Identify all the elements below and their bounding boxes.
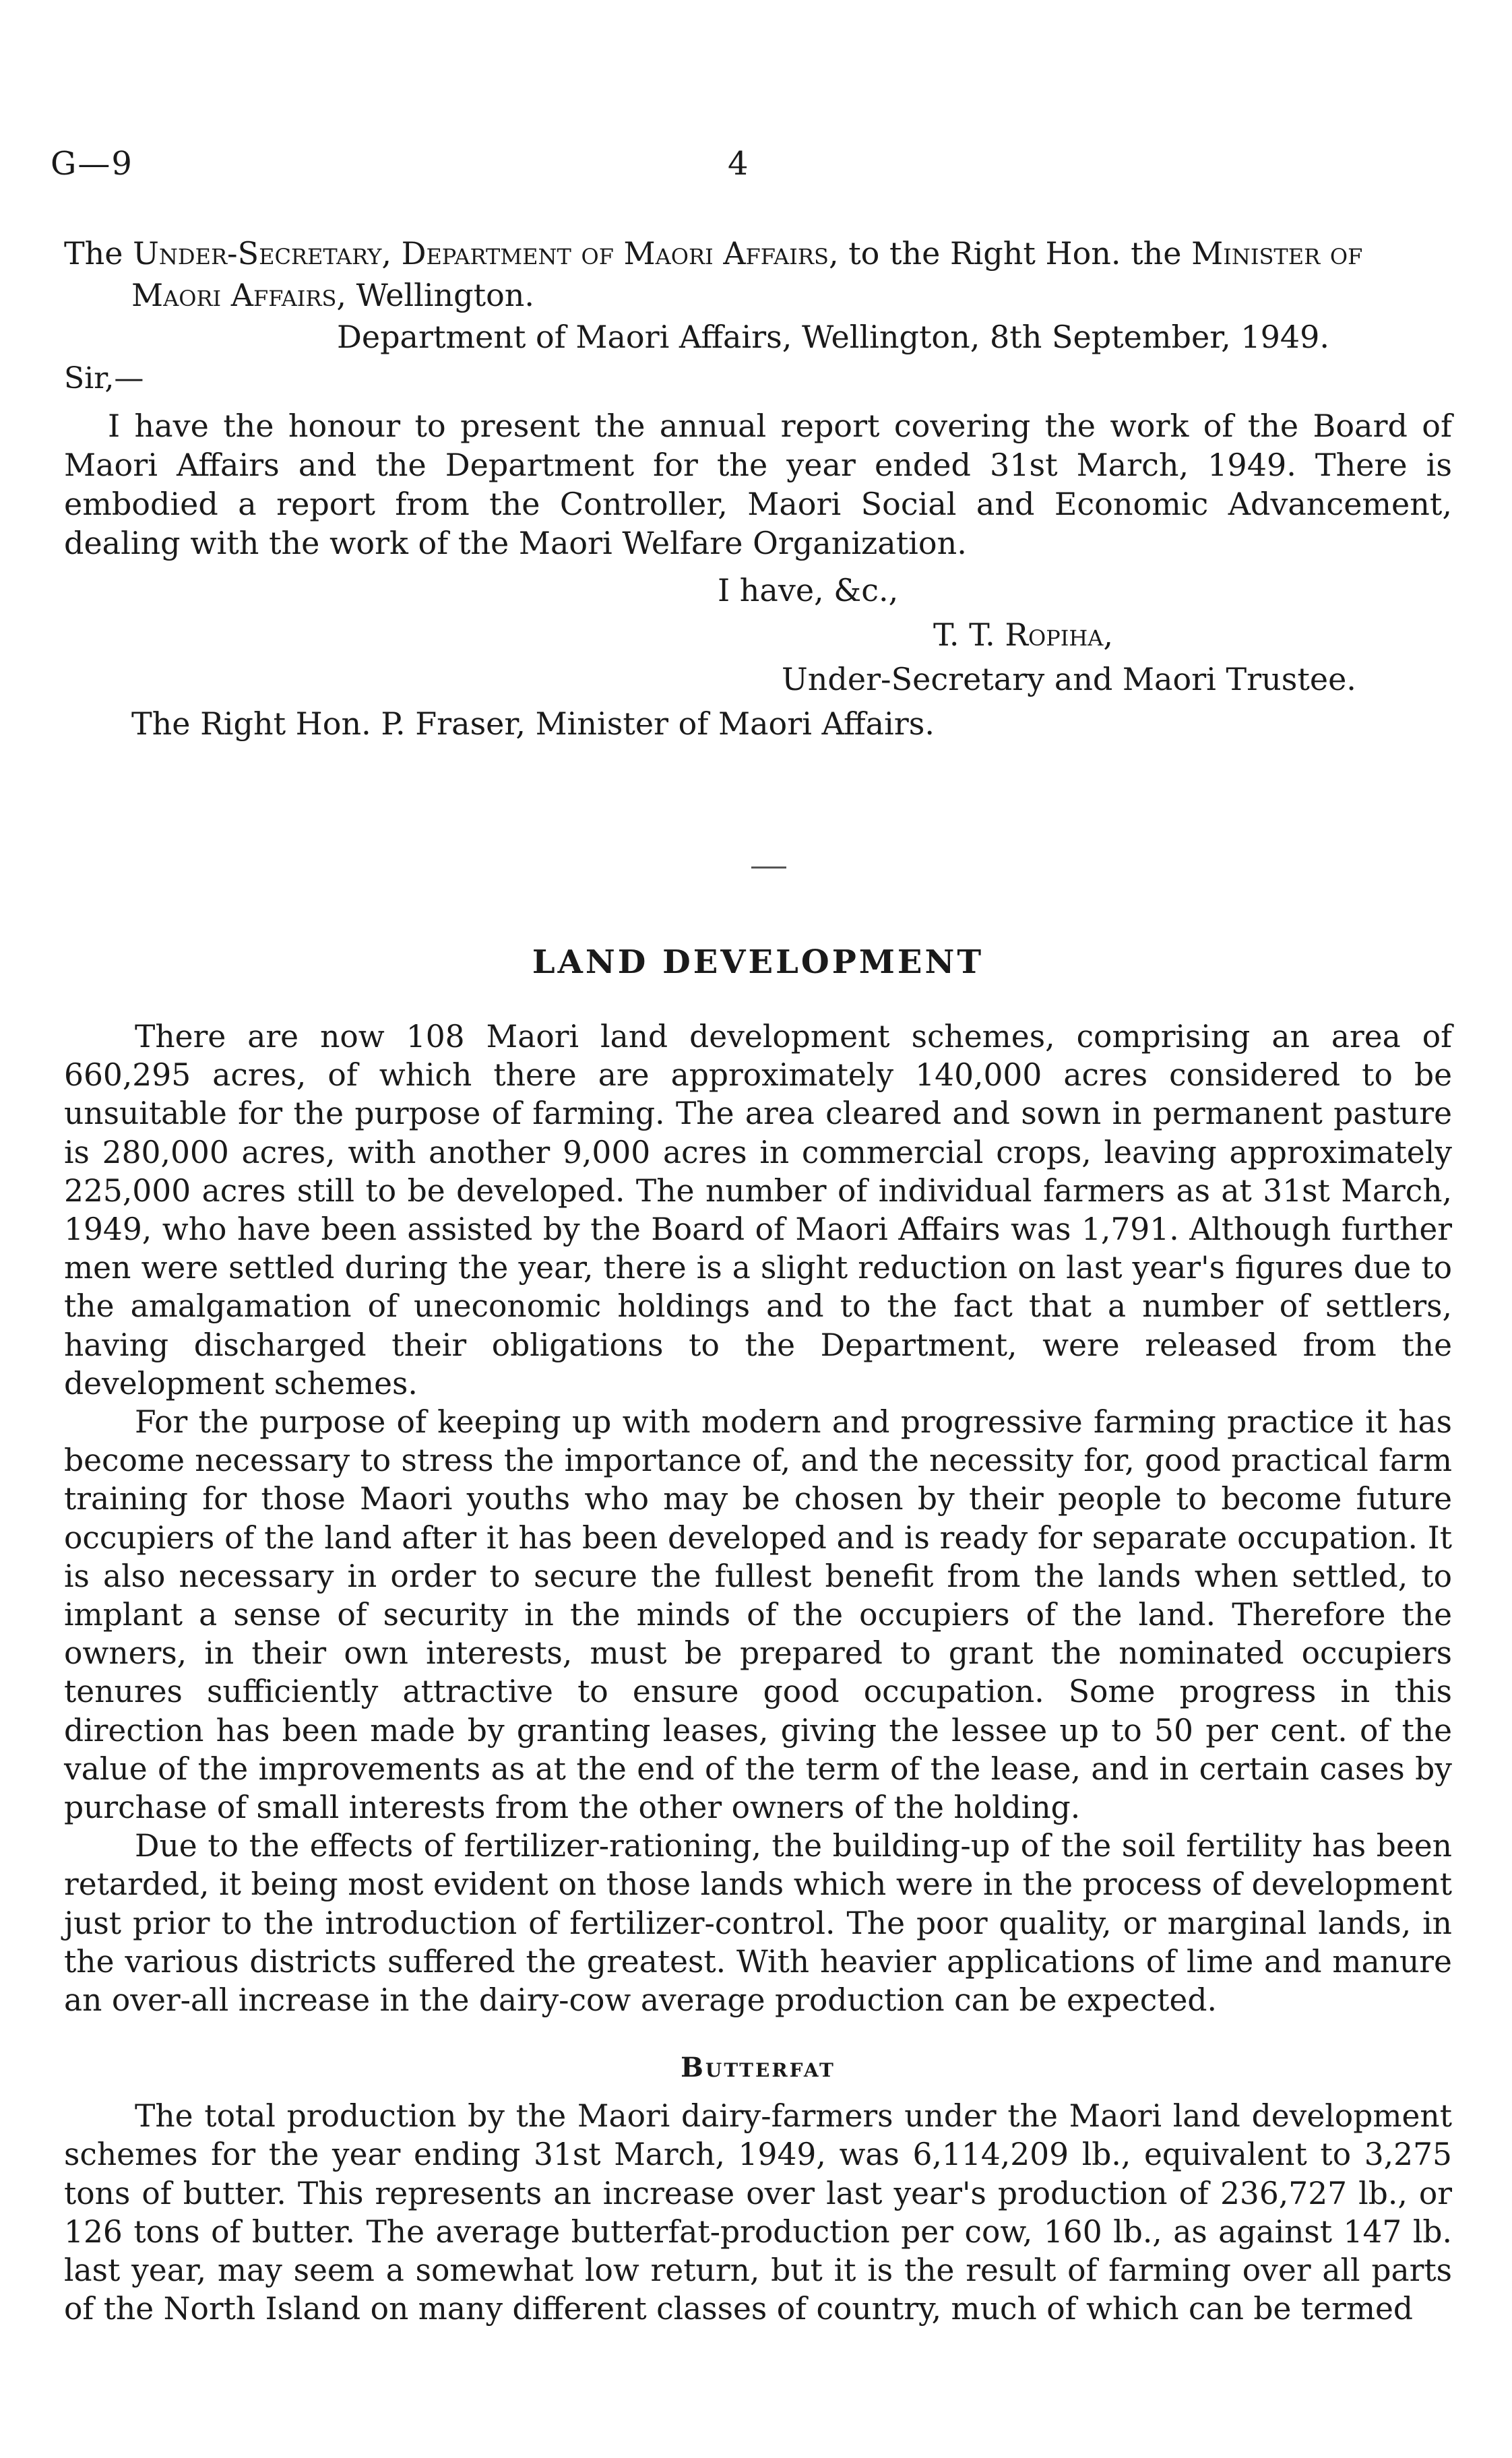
paragraph: There are now 108 Maori land development schemes, comprising an area of 660,295 acres, of which there are approximately 140,000 acres considered to be unsuitable for the purpose of farming. The area cleared and sown in permanent pasture is 280,000 acres, with another 9,000 acres in commercial crops, leaving approximately 225,000 acres still to be developed. The number of individual farmers as at 31st March, 1949, who have been assisted by the Board of Maori Affairs was 1,791. Although further men were settled during the year, there is a slight reduction on last year's figures due to the amalgamation of uneconomic holdings and to the fact that a number of settlers, having discharged their obligations to the Department, were released from the development schemes. <box>64 1019 1452 1401</box>
subsection-heading: Butterfat <box>681 2052 836 2084</box>
letter-salutation: Sir,— <box>64 361 144 396</box>
address-place: Wellington. <box>346 277 535 313</box>
section-heading: LAND DEVELOPMENT <box>532 943 984 981</box>
paragraph: The total production by the Maori dairy-farmers under the Maori land development schemes for the year ending 31st March, 1949, was 6,114,209 lb., equivalent to 3,275 tons of butter. This represents an increase over last year's production of 236,727 lb., or 126 tons of butter. The average butterfat-production per cow, 160 lb., as against 147 lb. last year, may seem a somewhat low return, but it is the result of farming over all parts of the North Island on many different classes of country, much of which can be termed <box>64 2098 1452 2327</box>
page-header <box>0 0 1512 216</box>
address-sender: Under-Secretary, Department of Maori Affairs, <box>133 235 839 272</box>
letter-dateline: Department of Maori Affairs, Wellington, 8th September, 1949. <box>337 319 1330 355</box>
letter-address <box>64 232 1452 316</box>
letter-sign-off: I have, &c., <box>718 572 899 608</box>
address-text: to the Right Hon. the <box>838 235 1182 272</box>
section-divider <box>751 866 786 869</box>
covering-letter <box>64 232 1452 746</box>
paragraph: For the purpose of keeping up with modern and progressive farming practice it has become necessary to stress the importance of, and the necessity for, good practical farm training for those Maori youths who may be chosen by their people to become future occupiers of the land after it has been developed and is ready for separate occupation. It is also necessary in order to secure the fullest benefit from the lands when settled, to implant a sense of security in the minds of the occupiers of the land. Therefore the owners, in their own interests, must be prepared to grant the nominated occupiers tenures sufficiently attractive to ensure good occupation. Some progress in this direction has been made by granting leases, giving the lessee up to 50 per cent. of the value of the improvements as at the end of the term of the lease, and in certain cases by purchase of small interests from the other owners of the holding. <box>64 1404 1452 1826</box>
letter-body: I have the honour to present the annual report covering the work of the Board of Maori Affairs and the Department for the year ended 31st March, 1949. There is embodied a report from the Controller, Maori Social and Economic Advancement, dealing with the work of the Maori Welfare Organization. <box>64 408 1452 561</box>
land-development-section <box>64 943 1452 2329</box>
signatory-name: T. T. Ropiha, <box>933 617 1114 653</box>
paragraph: Due to the effects of fertilizer-rationing, the building-up of the soil fertility has been retarded, it being most evident on those lands which were in the process of development just prior to the introduction of fertilizer-control. The poor quality, or marginal lands, in the various districts suffered the greatest. With heavier applications of lime and manure an over-all increase in the dairy-cow average production can be expected. <box>64 1828 1452 2019</box>
letter-addressee: The Right Hon. P. Fraser, Minister of Maori Affairs. <box>131 705 935 742</box>
document-reference: G—9 <box>51 145 133 183</box>
address-text: The <box>64 235 133 272</box>
page-number: 4 <box>728 145 749 183</box>
address-recipient: Minister of Maori Affairs, <box>131 235 1363 313</box>
signatory-title: Under-Secretary and Maori Trustee. <box>782 661 1356 697</box>
